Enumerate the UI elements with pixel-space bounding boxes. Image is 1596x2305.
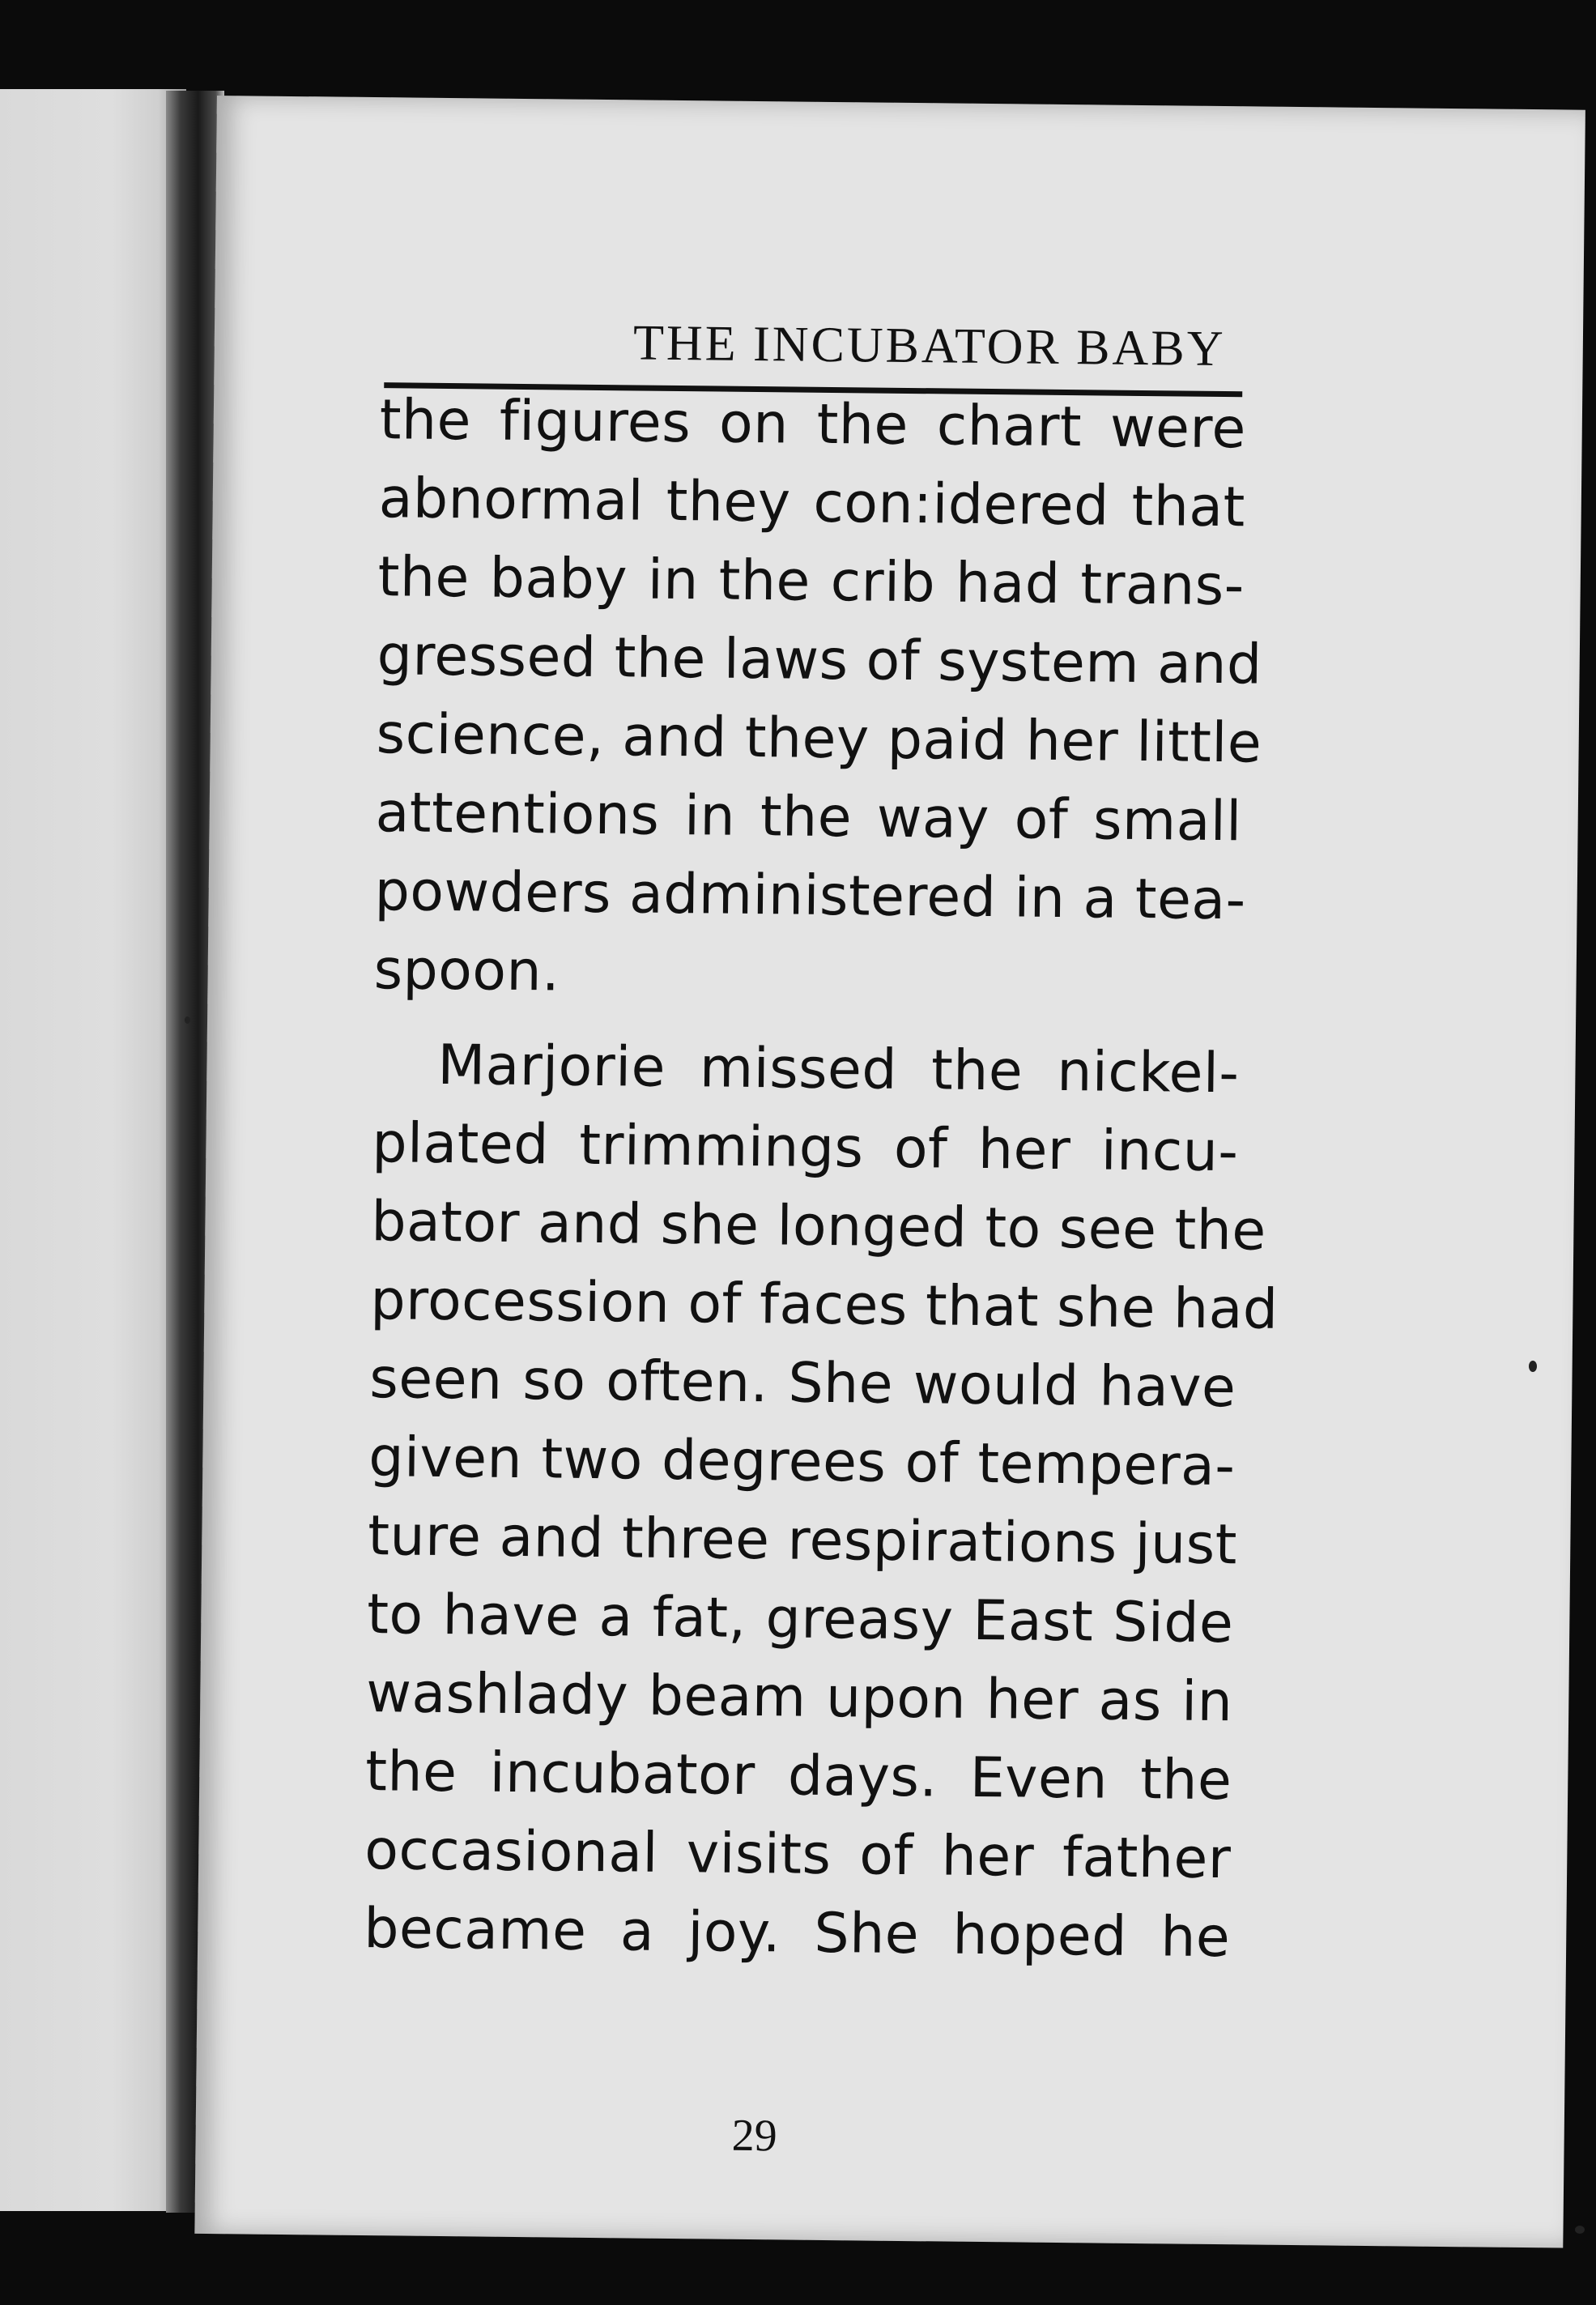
text-line: ture and three respirations just — [367, 1504, 1238, 1578]
text-line: seen so often. She would have — [369, 1347, 1236, 1421]
book-page — [194, 96, 1585, 2248]
text-line: spoon. — [373, 938, 560, 1004]
paragraph-1 — [373, 381, 1263, 1018]
text-line: procession of faces that she had — [370, 1268, 1279, 1342]
text-line: given two degrees of tempera- — [368, 1425, 1236, 1499]
text-line: the incubator days. Even the — [364, 1740, 1232, 1813]
text-line: plated trimmings of her incu- — [372, 1111, 1239, 1185]
text-line: gressed the laws of system and — [377, 624, 1263, 697]
text-line: to have a fat, greasy East Side — [366, 1583, 1234, 1656]
text-line: powders administered in a tea- — [374, 859, 1247, 933]
text-line: washlady beam upon her as in — [365, 1661, 1233, 1735]
text-line: abnormal they con:idered that — [378, 467, 1246, 540]
text-line: the baby in the crib had trans- — [377, 545, 1245, 619]
page-number: 29 — [731, 2110, 777, 2162]
paragraph-2 — [363, 1025, 1279, 1977]
facing-page-edge — [0, 89, 186, 2211]
text-line: became a joy. She hoped he — [363, 1897, 1231, 1971]
text-line: Marjorie missed the nickel- — [437, 1033, 1240, 1106]
dust-speck — [1529, 1361, 1537, 1372]
body-text — [363, 381, 1279, 1977]
text-line: bator and she longed to see the — [371, 1190, 1267, 1263]
text-line: occasional visits of her father — [364, 1818, 1232, 1892]
dust-speck — [185, 1016, 190, 1024]
text-line: the figures on the chart were — [379, 388, 1247, 462]
running-head: THE INCUBATOR BABY — [632, 315, 1226, 377]
text-line: science, and they paid her little — [376, 702, 1262, 776]
dust-speck — [1575, 2226, 1585, 2234]
text-line: attentions in the way of small — [375, 781, 1243, 854]
